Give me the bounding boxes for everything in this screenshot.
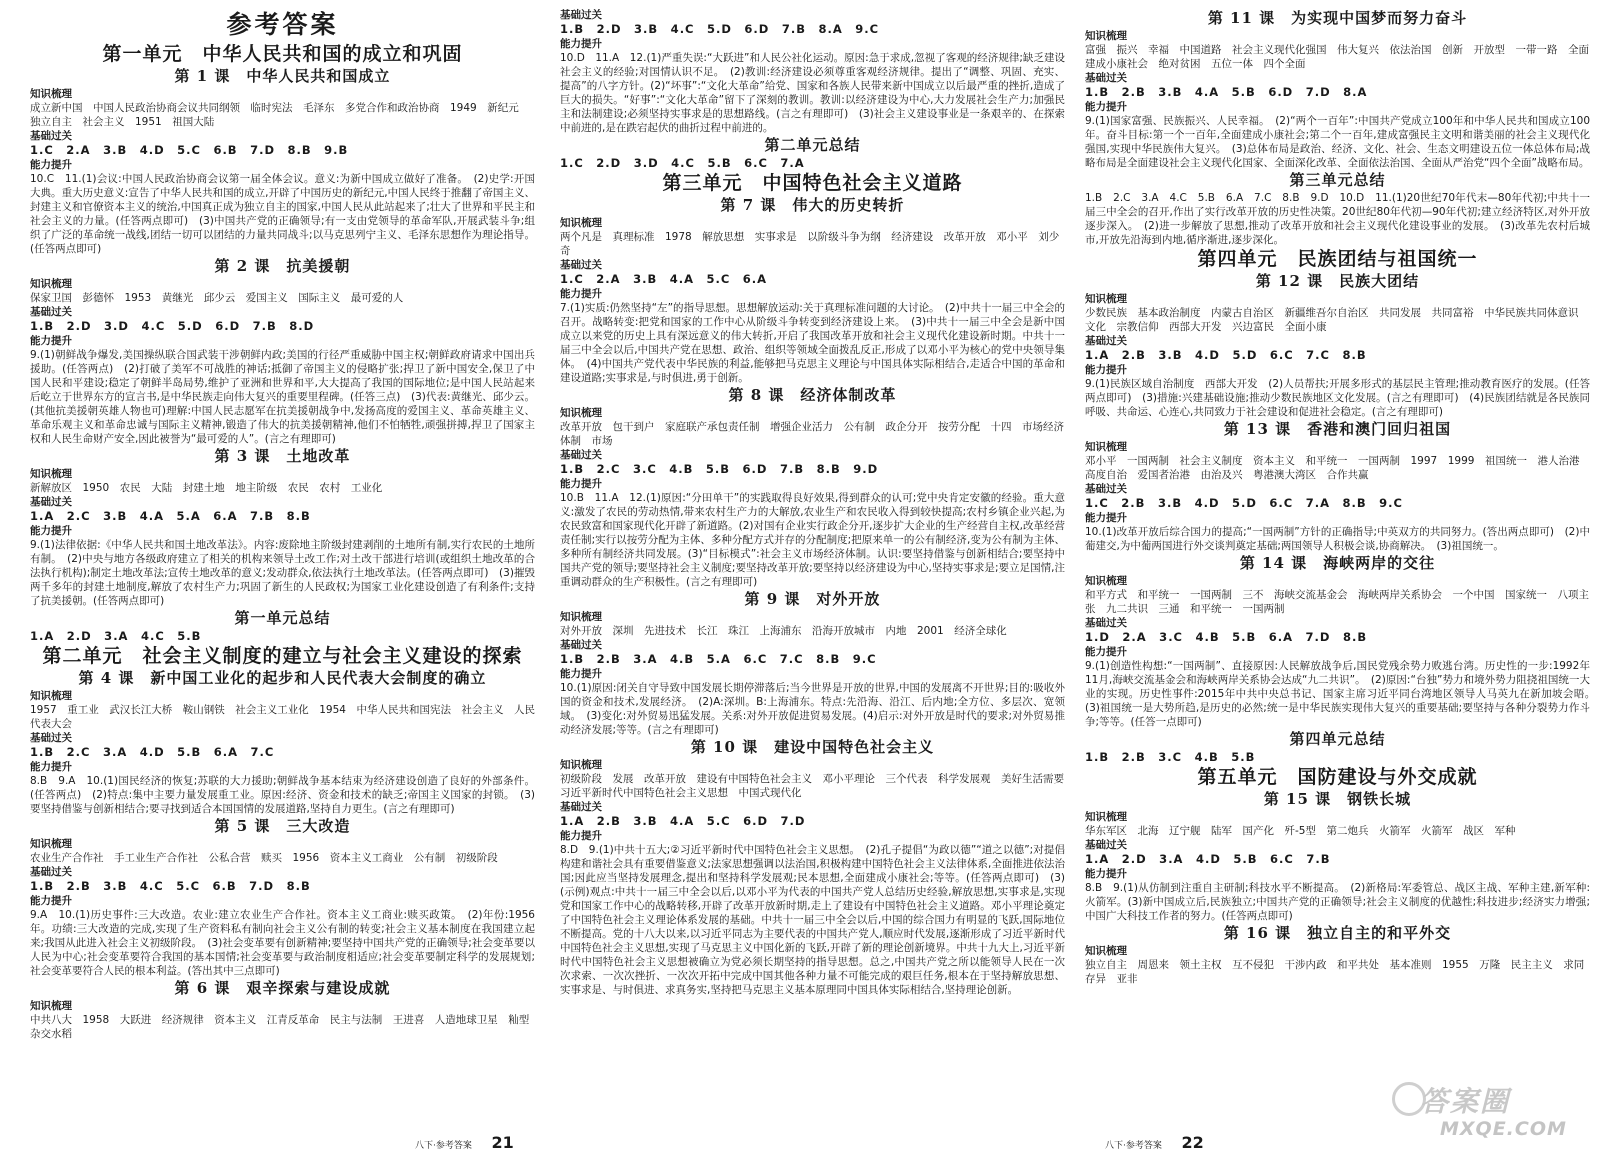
section-label: 基础过关 (560, 639, 602, 651)
section-label: 基础过关 (30, 732, 72, 744)
section-label: 知识梳理 (560, 611, 602, 623)
answer-column-right (1085, 8, 1600, 1118)
section-label: 知识梳理 (1085, 945, 1127, 957)
knowledge-terms: 初级阶段 发展 改革开放 建设有中国特色社会主义 邓小平理论 三个代表 科学发展观 美好生活需要 习近平新时代中国特色社会主义思想 中国式现代化 (560, 773, 1075, 799)
section-label: 能力提升 (1085, 512, 1127, 524)
answer-paragraph: 9.(1)国家富强、民族振兴、人民幸福。 (2)“两个一百年”:中国共产党成立100年和中华人民共和国成立100年。奋斗目标:第一个一百年,全面建成小康社会;第二个一百年,建成富强民主文明和谐美丽的社会主义现代化强国,实现中华民族伟大复兴。 (3)总体布局是政治、经济、文化、社会、生态文明建设五位一体总体布局;战略布局是全面建设社会主义现代化国家、全面深化改革、全面依法治国、全面从严治党“四个全面”战略布局。 (1085, 115, 1590, 169)
answer-column-middle (560, 8, 1075, 1118)
watermark-text-cn: 答案圈 (1420, 1085, 1511, 1118)
answer-paragraph: 9.(1)创造性构想:“一国两制”、直接原因:人民解放战争后,国民党残余势力败逃台湾。历史性的一步:1992年11月,海峡交流基金会和海峡两岸关系协会达成“九二共识”。 (2)原因:“台独”势力和境外势力阻挠祖国统一大业的实现。历史性事件:2015年中共中央总书记、国家主席习近平同台湾地区领导人马英九在新加坡会晤。 (3)祖国统一是大势所趋,是历史的必然;统一是中华民族实现伟大复兴的重要基础;要坚持与各种分裂势力作斗争;等等。(任答一点即可) (1085, 660, 1600, 728)
section-label: 知识梳理 (560, 217, 602, 229)
knowledge-terms: 和平方式 和平统一 一国两制 三不 海峡交流基金会 海峡两岸关系协会 一个中国 国家统一 八项主张 九二共识 三通 和平统一 一国两制 (1085, 589, 1589, 615)
lesson-heading: 第 5 课 三大改造 (214, 817, 351, 835)
section-label: 知识梳理 (30, 1000, 72, 1012)
section-label: 知识梳理 (30, 838, 72, 850)
knowledge-terms: 富强 振兴 幸福 中国道路 社会主义现代化强国 伟大复兴 依法治国 创新 开放型 一带一路 全面建成小康社会 绝对贫困 五位一体 四个全面 (1085, 44, 1589, 70)
section-label: 能力提升 (1085, 101, 1127, 113)
answer-key-line: 1.C 2.D 3.D 4.C 5.B 6.C 7.A (560, 156, 805, 170)
section-label: 能力提升 (1085, 868, 1127, 880)
knowledge-terms: 对外开放 深圳 先进技术 长江 珠江 上海浦东 沿海开放城市 内地 2001 经济全球化 (560, 625, 1007, 637)
knowledge-terms: 两个凡是 真理标准 1978 解放思想 实事求是 以阶级斗争为纲 经济建设 改革开放 邓小平 刘少奇 (560, 231, 1060, 257)
knowledge-terms: 农业生产合作社 手工业生产合作社 公私合营 赎买 1956 资本主义工商业 公有制 初级阶段 (30, 852, 498, 864)
section-label: 基础过关 (30, 130, 72, 142)
section-label: 基础过关 (1085, 335, 1127, 347)
lesson-heading: 第 9 课 对外开放 (744, 590, 881, 608)
answer-key-line: 1.B 2.D 3.B 4.C 5.D 6.D 7.B 8.A 9.C (560, 22, 880, 36)
answer-key-line: 1.D 2.A 3.C 4.B 5.B 6.A 7.D 8.B (1085, 630, 1368, 644)
section-label: 知识梳理 (1085, 575, 1127, 587)
section-label: 基础过关 (1085, 483, 1127, 495)
page-footer-left (415, 1133, 514, 1152)
watermark-text-en: MXQE.COM (1440, 1118, 1567, 1140)
lesson-heading: 第二单元总结 (764, 136, 861, 154)
page-number-22: 22 (1181, 1133, 1204, 1152)
answer-paragraph: 10.C 11.(1)会议:中国人民政治协商会议第一届全体会议。意义:为新中国成立做好了准备。 (2)史学:开国大典。重大历史意义:宣告了中华人民共和国的成立,开辟了中国历史的新纪元,中国人民终于推翻了帝国主义、封建主义和官僚资本主义的统治,中国真正成为独立自主的国家,中国人民从此站起来了;壮大了世界和平民主和社会主义的力量。(任答两点即可) (3)中国共产党的正确领导;有一支由党领导的革命军队,开展武装斗争;组织了广泛的革命统一战线,团结一切可以团结的力量共同战斗;以马克思列宁主义、毛泽东思想作为理论指导。(任答两点即可) (30, 173, 535, 255)
unit-heading: 第二单元 社会主义制度的建立与社会主义建设的探索 (42, 645, 523, 667)
watermark-logo (1392, 1078, 1582, 1144)
answer-key-line: 1.B 2.B 3.B 4.A 5.B 6.D 7.D 8.A (1085, 85, 1368, 99)
lesson-heading: 第 13 课 香港和澳门回归祖国 (1223, 420, 1452, 438)
section-label: 基础过关 (1085, 617, 1127, 629)
section-label: 知识梳理 (1085, 811, 1127, 823)
section-label: 能力提升 (560, 668, 602, 680)
section-label: 能力提升 (1085, 646, 1127, 658)
section-label: 基础过关 (1085, 839, 1127, 851)
answer-key-line: 1.C 2.A 3.B 4.D 5.C 6.B 7.D 8.B 9.B (30, 143, 349, 157)
section-label: 基础过关 (1085, 72, 1127, 84)
unit-heading: 第一单元 中华人民共和国的成立和巩固 (102, 43, 463, 65)
knowledge-terms: 中共八大 1958 大跃进 经济规律 资本主义 江青反革命 民主与法制 王进喜 人造地球卫星 籼型杂交水稻 (30, 1014, 530, 1040)
lesson-heading: 第 14 课 海峡两岸的交往 (1239, 554, 1436, 572)
lesson-heading: 第 16 课 独立自主的和平外交 (1223, 924, 1452, 942)
lesson-heading: 第 7 课 伟大的历史转折 (720, 196, 905, 214)
unit-heading: 第三单元 中国特色社会主义道路 (662, 172, 963, 194)
answer-paragraph: 9.(1)法律依据:《中华人民共和国土地改革法》。内容:废除地主阶级封建剥削的土地所有制,实行农民的土地所有制。 (2)中央与地方各级政府建立了相关的机构来领导土改工作;对土改干部进行培训(或组织土地改革的合法执行机构);制定土地改革法;宣传土地改革的意义;发动群众,依法执行土地改革法。(任答两点即可) (3)摧毁两千多年的封建土地制度,解放了农村生产力;巩固了新生的人民政权;为国家工业化建设创造了有利条件;支持了抗美援朝。(任答两点即可) (30, 539, 535, 607)
knowledge-terms: 成立新中国 中国人民政治协商会议共同纲领 临时宪法 毛泽东 多党合作和政治协商 1949 新纪元 独立自主 社会主义 1951 祖国大陆 (30, 102, 530, 128)
answer-paragraph: 9.A 10.(1)历史事件:三大改造。农业:建立农业生产合作社。资本主义工商业:赎买政策。 (2)年份:1956年。功绩:三大改造的完成,实现了生产资料私有制向社会主义公有制的转变;社会主义基本制度在我国建立起来;我国从此进入社会主义初级阶段。 (3)社会变革要有创新精神;要坚持中国共产党的正确领导;社会变革要以人民为中心;社会变革要符合我国的基本国情;社会变革要与政治制度相适应;社会变革要制定科学的发展规划;社会变革要符合人民的根本利益。(答出其中三点即可) (30, 909, 535, 977)
answer-paragraph: 9.(1)朝鲜战争爆发,美国操纵联合国武装干涉朝鲜内政;美国的行径严重威胁中国主权;朝鲜政府请求中国出兵援助。(任答两点) (2)打破了美军不可战胜的神话;抵御了帝国主义的侵略扩张;捍卫了新中国安全,保卫了中国人民和平建设;稳定了朝鲜半岛局势,维护了亚洲和世界和平,大大提高了我国的国际地位;是中国人民站起来后屹立于世界东方的宣言书,是中华民族走向伟大复兴的重要里程碑。(任答三点) (3)代表:黄继光、邱少云。(其他抗美援朝英雄人物也可)理解:中国人民志愿军在抗美援朝战争中,发扬高度的爱国主义、革命英雄主义、革命乐观主义和革命忠诚与国际主义精神,锻造了伟大的抗美援朝精神,他们不怕牺牲,顽强拼搏,捍卫了国家主权和人民生命财产安全,因此被誉为“最可爱的人”。(言之有理即可) (30, 349, 535, 445)
section-label: 基础过关 (30, 866, 72, 878)
section-label: 知识梳理 (30, 278, 72, 290)
answer-key-line: 1.C 2.B 3.B 4.D 5.D 6.C 7.A 8.B 9.C (1085, 496, 1403, 510)
answer-key-line: 1.A 2.C 3.B 4.A 5.A 6.A 7.B 8.B (30, 509, 311, 523)
page-title: 参考答案 (226, 10, 339, 39)
answer-paragraph: 10.B 11.A 12.(1)原因:“分田单干”的实践取得良好效果,得到群众的认可;党中央肯定安徽的经验。重大意义:激发了农民的劳动热情,带来农村生产力的大解放,农业生产和农民收入得到较快提高;农村乡镇企业兴起,为农民致富和国家现代化开辟了新道路。(2)对国有企业实行政企分开,逐步扩大企业的生产经营自主权,改革经营责任制;实行以按劳分配为主体、多种分配方式并存的分配制度;把原来单一的公有制经济,变为公有制为主体、多种所有制经济共同发展。(3)“目标模式”:社会主义市场经济体制。认识:要坚持借鉴与创新相结合;要坚持中国共产党的领导;要坚持社会主义制度;要坚持改革开放;要坚持以经济建设为中心,坚持实事求是;要立足国情,注重调动群众的生产积极性。(言之有理即可) (560, 492, 1065, 588)
section-label: 知识梳理 (1085, 30, 1127, 42)
section-label: 基础过关 (560, 259, 602, 271)
section-label: 能力提升 (560, 288, 602, 300)
answer-key-line: 1.C 2.A 3.B 4.A 5.C 6.A (560, 272, 768, 286)
section-label: 知识梳理 (560, 759, 602, 771)
answer-key-line: 1.B 2.B 3.B 4.C 5.C 6.B 7.D 8.B (30, 879, 311, 893)
section-label: 基础过关 (30, 306, 72, 318)
lesson-heading: 第 8 课 经济体制改革 (728, 386, 897, 404)
section-label: 能力提升 (1085, 364, 1127, 376)
section-label: 知识梳理 (30, 468, 72, 480)
answer-paragraph: 10.D 11.A 12.(1)严重失误:“大跃进”和人民公社化运动。原因:急于求成,忽视了客观的经济规律;缺乏建设社会主义的经验;对国情认识不足。 (2)教训:经济建设必须尊重客观经济规律。提出了“调整、巩固、充实、提高”的八字方针。(2)“坏事”:“文化大革命”给党、国家和各族人民带来新中国成立以后最严重的挫折,造成了巨大的损失。“好事”:“文化大革命”留下了深刻的教训。教训:以经济建设为中心,大力发展社会生产力;加强民主和法制建设;必须坚持实事求是的思想路线。(言之有理即可) (3)社会主义建设事业是一条艰辛的、在探索中前进的,是在跌宕起伏的曲折过程中前进的。 (560, 52, 1065, 134)
footer-label-right: 八下·参考答案 (1105, 1141, 1162, 1151)
knowledge-terms: 新解放区 1950 农民 大陆 封建土地 地主阶级 农民 农村 工业化 (30, 482, 383, 494)
lesson-heading: 第四单元总结 (1289, 730, 1386, 748)
answer-key-line: 1.A 2.D 3.A 4.C 5.B (30, 629, 202, 643)
answer-paragraph: 10.(1)改革开放后综合国力的提高;“一国两制”方针的正确指导;中英双方的共同努力。(答出两点即可) (2)中葡建交,为中葡两国进行外交谈判奠定基础;两国领导人积极会谈,协商解决。 (3)祖国统一。 (1085, 526, 1590, 552)
section-label: 基础过关 (30, 496, 72, 508)
section-label: 知识梳理 (30, 88, 72, 100)
section-label: 基础过关 (560, 801, 602, 813)
answer-key-line: 1.B 2.B 3.A 4.B 5.A 6.C 7.C 8.B 9.C (560, 652, 877, 666)
section-label: 知识梳理 (1085, 441, 1127, 453)
section-label: 基础过关 (560, 449, 602, 461)
lesson-heading: 第 1 课 中华人民共和国成立 (174, 67, 391, 85)
answer-key-line: 1.B 2.D 3.D 4.C 5.D 6.D 7.B 8.D (30, 319, 315, 333)
knowledge-terms: 独立自主 周恩来 领土主权 互不侵犯 干涉内政 和平共处 基本准则 1955 万隆 民主主义 求同存异 亚非 (1085, 959, 1585, 985)
knowledge-terms: 1957 重工业 武汉长江大桥 鞍山钢铁 社会主义工业化 1954 中华人民共和国宪法 社会主义 人民代表大会 (30, 704, 535, 730)
knowledge-terms: 改革开放 包干到户 家庭联产承包责任制 增强企业活力 公有制 政企分开 按劳分配 十四 市场经济体制 市场 (560, 421, 1064, 447)
section-label: 能力提升 (30, 525, 72, 537)
answer-column-left (30, 8, 535, 1118)
section-label: 能力提升 (30, 895, 72, 907)
answer-paragraph: 8.B 9.(1)从仿制到注重自主研制;科技水平不断提高。 (2)新格局:军委管总、战区主战、军种主建,新军种:火箭军。(3)新中国成立后,民族独立;中国共产党的正确领导;社会主义制度的优越性;科技进步;经济实力增强;中国广大科技工作者的努力。(任答两点即可) (1085, 882, 1590, 922)
knowledge-terms: 少数民族 基本政治制度 内蒙古自治区 新疆维吾尔自治区 共同发展 共同富裕 中华民族共同体意识 文化 宗教信仰 西部大开发 兴边富民 全面小康 (1085, 307, 1589, 333)
answer-key-line: 1.A 2.B 3.B 4.D 5.D 6.C 7.C 8.B (1085, 348, 1367, 362)
section-label: 能力提升 (560, 830, 602, 842)
lesson-heading: 第 2 课 抗美援朝 (214, 257, 351, 275)
section-label: 能力提升 (30, 335, 72, 347)
answer-paragraph: 8.B 9.A 10.(1)国民经济的恢复;苏联的大力援助;朝鲜战争基本结束为经济建设创造了良好的外部条件。(任答两点) (2)特点:集中主要力量发展重工业。原因:经济、资金和技术的缺乏;帝国主义国家的封锁。 (3)要坚持借鉴与创新相结合;要寻找到适合本国国情的发展道路,坚持自力更生。(言之有理即可) (30, 775, 535, 815)
section-label: 知识梳理 (560, 407, 602, 419)
section-label: 能力提升 (560, 38, 602, 50)
page-number-21: 21 (491, 1133, 514, 1152)
footer-label-left: 八下·参考答案 (415, 1141, 472, 1151)
lesson-heading: 第 15 课 钢铁长城 (1263, 790, 1412, 808)
lesson-heading: 第 6 课 艰辛探索与建设成就 (174, 979, 391, 997)
section-label: 能力提升 (30, 761, 72, 773)
unit-heading: 第四单元 民族团结与祖国统一 (1197, 248, 1478, 270)
knowledge-terms: 邓小平 一国两制 社会主义制度 资本主义 和平统一 一国两制 1997 1999 祖国统一 港人治港 高度自治 爱国者治港 由治及兴 粤港澳大湾区 合作共赢 (1085, 455, 1590, 481)
page-footer-right (1105, 1133, 1204, 1152)
answer-paragraph: 8.D 9.(1)中共十五大;②习近平新时代中国特色社会主义思想。 (2)孔子提倡“为政以德”“道之以德”;对提倡构建和谐社会具有重要借鉴意义;法家思想强调以法治国,积极构建中国特色社会主义法律体系,全面推进依法治国;因此应当坚持发展理念,提出和坚持科学发展观;民本思想,全面建成小康社会;等等。(任答两点即可) (3)(示例)观点:中共十一届三中全会以后,以邓小平为代表的中国共产党人总结历史经验,解放思想,实事求是,实现党和国家工作中心的战略转移,开辟了改革开放新时期,走上了建设有中国特色社会主义道路。邓小平理论奠定了中国特色社会主义理论体系发展的基础。中共十一届三中全会以后,中国的综合国力有明显的飞跃,国际地位不断提高。党的十八大以来,以习近平同志为主要代表的中国共产党人,顺应时代发展,逐渐形成了习近平新时代中国特色社会主义思想,实现了马克思主义中国化新的飞跃,开辟了新的理论创新境界。中共十九大上,习近平新时代中国特色社会主义思想被确立为党必须长期坚持的指导思想。总之,中国共产党之所以能领导人民在一次次求索、一次次挫折、一次次开拓中完成中国其他各种力量不可能完成的艰巨任务,根本在于坚持解放思想、实事求是、与时俱进、求真务实,坚持把马克思主义基本原理同中国具体实际相结合,坚持理论创新。 (560, 844, 1065, 996)
answer-paragraph: 7.(1)实质:仍然坚持“左”的指导思想。思想解放运动:关于真理标准问题的大讨论。 (2)中共十一届三中全会的召开。战略转变:把党和国家的工作中心从阶级斗争转变到经济建设上来。 (3)中共十一届三中全会是新中国成立以来党的历史上具有深远意义的伟大转折,开启了我国改革开放和社会主义现代化建设新时期。中共十一届三中全会以后,中国共产党在思想、政治、组织等领域全面拨乱反正,形成了以邓小平为核心的党中央领导集体。 (4)中国共产党代表中华民族的利益,能够把马克思主义理论与中国具体实际相结合,走适合中国的革命和建设道路;实事求是,与时俱进,勇于创新。 (560, 302, 1065, 384)
section-label: 知识梳理 (30, 690, 72, 702)
answer-key-line: 1.B 2.B 3.C 4.B 5.B (1085, 750, 1256, 764)
lesson-heading: 第 3 课 土地改革 (214, 447, 351, 465)
answer-key-line: 1.B 2.C 3.A 4.D 5.B 6.A 7.C (30, 745, 275, 759)
section-label: 知识梳理 (1085, 293, 1127, 305)
knowledge-terms: 华东军区 北海 辽宁舰 陆军 国产化 歼-5型 第二炮兵 火箭军 火箭军 战区 军种 (1085, 825, 1516, 837)
section-label: 能力提升 (30, 159, 72, 171)
lesson-heading: 第三单元总结 (1289, 171, 1386, 189)
answer-paragraph: 10.(1)原因:闭关自守导致中国发展长期停滞落后;当今世界是开放的世界,中国的发展离不开世界;目的:吸收外国的资金和技术,发展经济。 (2)A:深圳。B:上海浦东。特点:先沿海、沿江、后内地;全方位、多层次、宽领域。 (3)变化:对外贸易迅猛发展。关系:对外开放促进贸易发展。(4)启示:对外开放是时代的要求;对外贸易推动经济发展;等等。(言之有理即可) (560, 682, 1065, 736)
lesson-heading: 第 11 课 为实现中国梦而努力奋斗 (1207, 9, 1468, 27)
answer-paragraph: 1.B 2.C 3.A 4.C 5.B 6.A 7.C 8.B 9.D 10.D 11.(1)20世纪70年代末—80年代初;中共十一届三中全会的召开,作出了实行改革开放的历史性决策。20世纪80年代初—90年代初;建立经济特区,对外开放逐步深入。 (2)进一步解放了思想,推动了改革开放和社会主义现代化建设事业的发展。 (3)改革先农村后城市,开放先沿海到内地,循序渐进,逐步深化。 (1085, 192, 1590, 246)
lesson-heading: 第 4 课 新中国工业化的起步和人民代表大会制度的确立 (78, 669, 487, 687)
lesson-heading: 第一单元总结 (234, 609, 331, 627)
lesson-heading: 第 10 课 建设中国特色社会主义 (690, 738, 935, 756)
knowledge-terms: 保家卫国 彭德怀 1953 黄继光 邱少云 爱国主义 国际主义 最可爱的人 (30, 292, 404, 304)
answer-key-line: 1.A 2.B 3.B 4.A 5.C 6.D 7.D (560, 814, 806, 828)
answer-key-line: 1.B 2.C 3.C 4.B 5.B 6.D 7.B 8.B 9.D (560, 462, 879, 476)
section-label: 能力提升 (560, 478, 602, 490)
lesson-heading: 第 12 课 民族大团结 (1255, 272, 1420, 290)
section-label: 基础过关 (560, 9, 602, 21)
answer-paragraph: 9.(1)民族区域自治制度 西部大开发 (2)人员帮扶;开展多形式的基层民主管理;推动教育医疗的发展。(任答两点即可) (3)措施:兴建基础设施;推动少数民族地区文化发展。(言之有理即可) (4)民族团结就是各民族同呼吸、共命运、心连心,共同致力于社会建设和促进社会稳定。(言之有理即可) (1085, 378, 1590, 418)
answer-key-line: 1.A 2.D 3.A 4.D 5.B 6.C 7.B (1085, 852, 1331, 866)
unit-heading: 第五单元 国防建设与外交成就 (1197, 766, 1478, 788)
